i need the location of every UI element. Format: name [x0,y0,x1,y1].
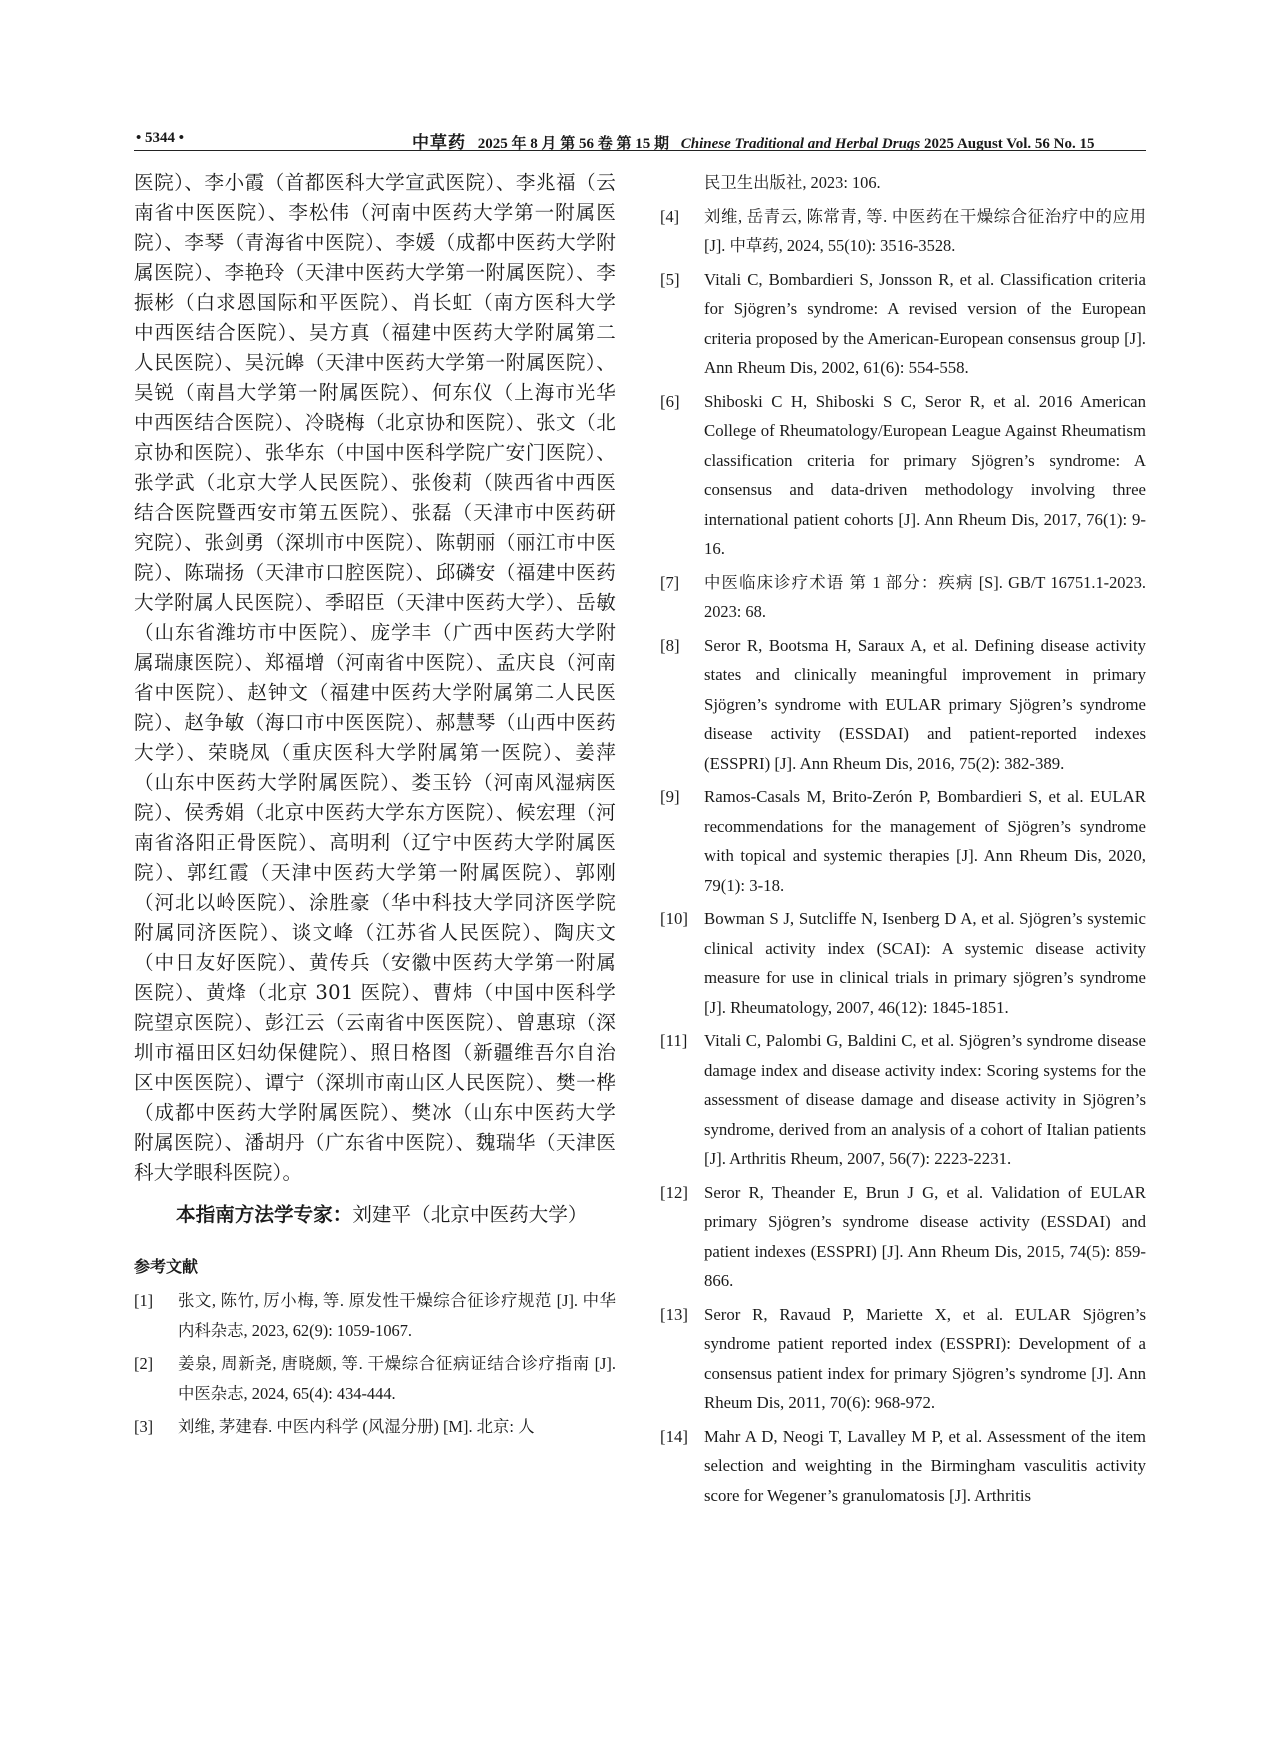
reference-number: [9] [660,787,680,806]
reference-number: [14] [660,1426,688,1446]
reference-item [660,1178,1146,1296]
reference-item [660,202,1146,261]
left-column [134,168,616,1446]
reference-number: [2] [134,1354,154,1373]
header-rule [134,150,1146,151]
reference-item [660,1026,1146,1174]
reference-text: 姜泉, 周新尧, 唐晓颇, 等. 干燥综合征病证结合诊疗指南 [J]. 中医杂志, 2024, 65(4): 434-444. [178,1354,616,1403]
references-heading: 参考文献 [134,1257,199,1276]
reference-number: [8] [660,635,680,655]
reference-number: [7] [660,572,680,592]
reference-item [660,631,1146,779]
reference-item [660,1300,1146,1418]
reference-item [660,265,1146,383]
reference-item [660,782,1146,900]
reference-number: [13] [660,1304,688,1324]
right-column [660,168,1146,1514]
journal-name-cn: 中草药 [412,133,466,153]
reference-item [660,568,1146,627]
running-header [134,128,1146,152]
reference-item [660,904,1146,1022]
reference-item [660,387,1146,564]
reference-number: [5] [660,269,680,289]
reference-text: 张文, 陈竹, 厉小梅, 等. 原发性干燥综合征诊疗规范 [J]. 中华内科杂志, 2023, 62(9): 1059-1067. [178,1291,616,1340]
page-number: • 5344 • [136,130,185,146]
reference-number: [11] [660,1031,688,1050]
reference-text: 中医临床诊疗术语 第 1 部分：疾病 [S]. GB/T 16751.1-2023. 2023: 68. [704,572,1146,621]
reference-item [134,1349,616,1408]
reference-text: Mahr A D, Neogi T, Lavalley M P, et al. Assessment of the item selection and weighting in the Birmingham vasculitis activity score for Wegener’s granulomatosis [J]. Arthritis [704,1426,1146,1505]
reference-text: Vitali C, Palombi G, Baldini C, et al. Sjögren’s syndrome disease damage index and disease activity index: Scoring systems for the assessment of disease damage and disease activity in Sjögren’s syndrome, derived from an analysis of a cohort of Italian patients [J]. Arthritis Rheum, 2007, 56(7): 2223-2231. [704,1031,1146,1168]
expert-list: 医院）、李小霞（首都医科大学宣武医院）、李兆福（云南省中医医院）、李松伟（河南中医药大学第一附属医院）、李琴（青海省中医院）、李媛（成都中医药大学附属医院）、李艳玲（天津中医药大学第一附属医院）、李振彬（白求恩国际和平医院）、肖长虹（南方医科大学中西医结合医院）、吴方真（福建中医药大学附属第二人民医院）、吴沅皞（天津中医药大学第一附属医院）、吴锐（南昌大学第一附属医院）、何东仪（上海市光华中西医结合医院）、冷晓梅（北京协和医院）、张文（北京协和医院）、张华东（中国中医科学院广安门医院）、张学武（北京大学人民医院）、张俊莉（陕西省中西医结合医院暨西安市第五医院）、张磊（天津市中医药研究院）、张剑勇（深圳市中医院）、陈朝丽（丽江市中医院）、陈瑞扬（天津市口腔医院）、邱磷安（福建中医药大学附属人民医院）、季昭臣（天津中医药大学）、岳敏（山东省潍坊市中医院）、庞学丰（广西中医药大学附属瑞康医院）、郑福增（河南省中医院）、孟庆良（河南省中医院）、赵钟文（福建中医药大学附属第二人民医院）、赵争敏（海口市中医医院）、郝慧琴（山西中医药大学）、荣晓凤（重庆医科大学附属第一医院）、姜萍（山东中医药大学附属医院）、娄玉钤（河南风湿病医院）、侯秀娟（北京中医药大学东方医院）、候宏理（河南省洛阳正骨医院）、高明利（辽宁中医药大学附属医院）、郭红霞（天津中医药大学第一附属医院）、郭刚（河北以岭医院）、涂胜豪（华中科技大学同济医学院附属同济医院）、谈文峰（江苏省人民医院）、陶庆文（中日友好医院）、黄传兵（安徽中医药大学第一附属医院）、黄烽（北京 301 医院）、曹炜（中国中医科学院望京医院）、彭江云（云南省中医医院）、曾惠琼（深圳市福田区妇幼保健院）、照日格图（新疆维吾尔自治区中医医院）、谭宁（深圳市南山区人民医院）、樊一桦（成都中医药大学附属医院）、樊冰（山东中医药大学附属医院）、潘胡丹（广东省中医院）、魏瑞华（天津医科大学眼科医院）。 [134,171,616,1184]
reference-number: [3] [134,1417,154,1436]
issue-info-cn: 2025 年 8 月 第 56 卷 第 15 期 [477,136,670,152]
reference-text: Shiboski C H, Shiboski S C, Seror R, et al. 2016 American College of Rheumatology/European League Against Rheumatism classification criteria for primary Sjögren’s syndrome: A consensus and data-driven methodology involving three international patient cohorts [J]. Ann Rheum Dis, 2017, 76(1): 9-16. [704,391,1146,558]
reference-text: 刘维, 茅建春. 中医内科学 (风湿分册) [M]. 北京: 人 [178,1417,535,1436]
reference-item [134,1412,616,1442]
reference-number: [1] [134,1291,154,1310]
reference-item [134,1286,616,1345]
reference-text: Bowman S J, Sutcliffe N, Isenberg D A, et al. Sjögren’s systemic clinical activity index (SCAI): A systemic disease activity measure for use in clinical trials in primary sjögren’s syndrome [J]. Rheumatology, 2007, 46(12): 1845-1851. [704,909,1146,1017]
reference-text: Seror R, Theander E, Brun J G, et al. Validation of EULAR primary Sjögren’s syndrome disease activity (ESSDAI) and patient indexes (ESSPRI) [J]. Ann Rheum Dis, 2015, 74(5): 859-866. [704,1182,1146,1290]
methodology-expert [134,1200,616,1230]
issue-info-en: 2025 August Vol. 56 No. 15 [920,136,1095,152]
reference-text: 刘维, 岳青云, 陈常青, 等. 中医药在干燥综合征治疗中的应用 [J]. 中草药, 2024, 55(10): 3516-3528. [704,206,1146,255]
reference-number: [4] [660,206,680,226]
reference-item [660,1422,1146,1511]
reference-continuation: 民卫生出版社, 2023: 106. [704,173,881,192]
reference-text: Vitali C, Bombardieri S, Jonsson R, et al. Classification criteria for Sjögren’s syndrome: A revised version of the European criteria proposed by the American-European consensus group [J]. Ann Rheum Dis, 2002, 61(6): 554-558. [704,269,1146,377]
reference-number: [10] [660,909,688,928]
reference-number: [12] [660,1182,688,1202]
reference-text: Seror R, Bootsma H, Saraux A, et al. Defining disease activity states and clinically meaningful improvement in primary Sjögren’s syndrome with EULAR primary Sjögren’s syndrome disease activity (ESSDAI) and patient-reported indexes (ESSPRI) [J]. Ann Rheum Dis, 2016, 75(2): 382-389. [704,635,1146,773]
reference-number: [6] [660,391,680,411]
reference-text: Ramos-Casals M, Brito-Zerón P, Bombardieri S, et al. EULAR recommendations for the management of Sjögren’s syndrome with topical and systemic therapies [J]. Ann Rheum Dis, 2020, 79(1): 3-18. [704,787,1146,895]
methodology-label: 本指南方法学专家： [176,1203,353,1226]
journal-name-en: Chinese Traditional and Herbal Drugs [680,136,921,152]
reference-text: Seror R, Ravaud P, Mariette X, et al. EULAR Sjögren’s syndrome patient reported index (ESSPRI): Development of a consensus patient index for primary Sjögren’s syndrome [J]. Ann Rheum Dis, 2011, 70(6): 968-972. [704,1304,1146,1412]
methodology-value: 刘建平（北京中医药大学） [352,1203,588,1226]
